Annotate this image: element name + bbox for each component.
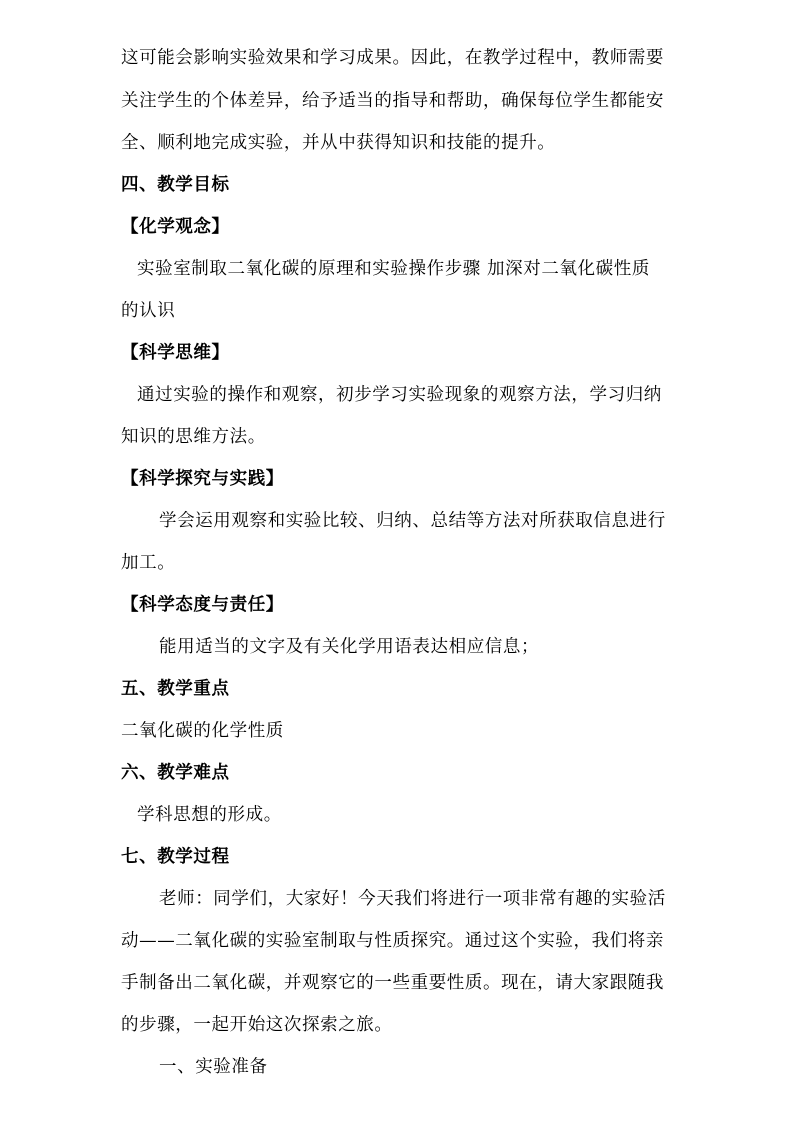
subheading-inquiry-practice: 【科学探究与实践】 — [121, 469, 284, 489]
subheading-attitude-responsibility: 【科学态度与责任】 — [121, 595, 284, 615]
paragraph-line: 的步骤，一起开始这次探索之旅。 — [121, 1015, 393, 1035]
paragraph-line: 动——二氧化碳的实验室制取与性质探究。通过这个实验，我们将亲 — [121, 931, 664, 951]
paragraph-line: 知识的思维方法。 — [121, 427, 266, 447]
section-heading-teaching-goals: 四、教学目标 — [121, 175, 230, 195]
section-heading-difficulties: 六、教学难点 — [121, 763, 230, 783]
subheading-chemistry-concept: 【化学观念】 — [121, 217, 230, 237]
paragraph-line: 全、顺利地完成实验，并从中获得知识和技能的提升。 — [121, 133, 556, 153]
section-heading-teaching-process: 七、教学过程 — [121, 847, 230, 867]
paragraph-line: 这可能会影响实验效果和学习成果。因此，在教学过程中，教师需要 — [121, 48, 664, 68]
subsection-heading-experiment-prep: 一、实验准备 — [159, 1057, 268, 1077]
paragraph-line: 能用适当的文字及有关化学用语表达相应信息； — [159, 637, 540, 657]
subheading-scientific-thinking: 【科学思维】 — [121, 343, 230, 363]
section-heading-key-points: 五、教学重点 — [121, 679, 230, 699]
paragraph-line: 加工。 — [121, 553, 176, 573]
paragraph-line: 实验室制取二氧化碳的原理和实验操作步骤 加深对二氧化碳性质 — [137, 259, 650, 279]
paragraph-line: 的认识 — [121, 301, 176, 321]
paragraph-line: 学会运用观察和实验比较、归纳、总结等方法对所获取信息进行 — [159, 511, 666, 531]
paragraph-line: 二氧化碳的化学性质 — [121, 721, 284, 741]
paragraph-line: 手制备出二氧化碳，并观察它的一些重要性质。现在，请大家跟随我 — [121, 973, 664, 993]
paragraph-line: 通过实验的操作和观察，初步学习实验现象的观察方法，学习归纳 — [137, 385, 662, 405]
paragraph-line: 关注学生的个体差异，给予适当的指导和帮助，确保每位学生都能安 — [121, 91, 664, 111]
paragraph-line: 学科思想的形成。 — [137, 805, 282, 825]
paragraph-line: 老师：同学们，大家好！今天我们将进行一项非常有趣的实验活 — [159, 889, 666, 909]
